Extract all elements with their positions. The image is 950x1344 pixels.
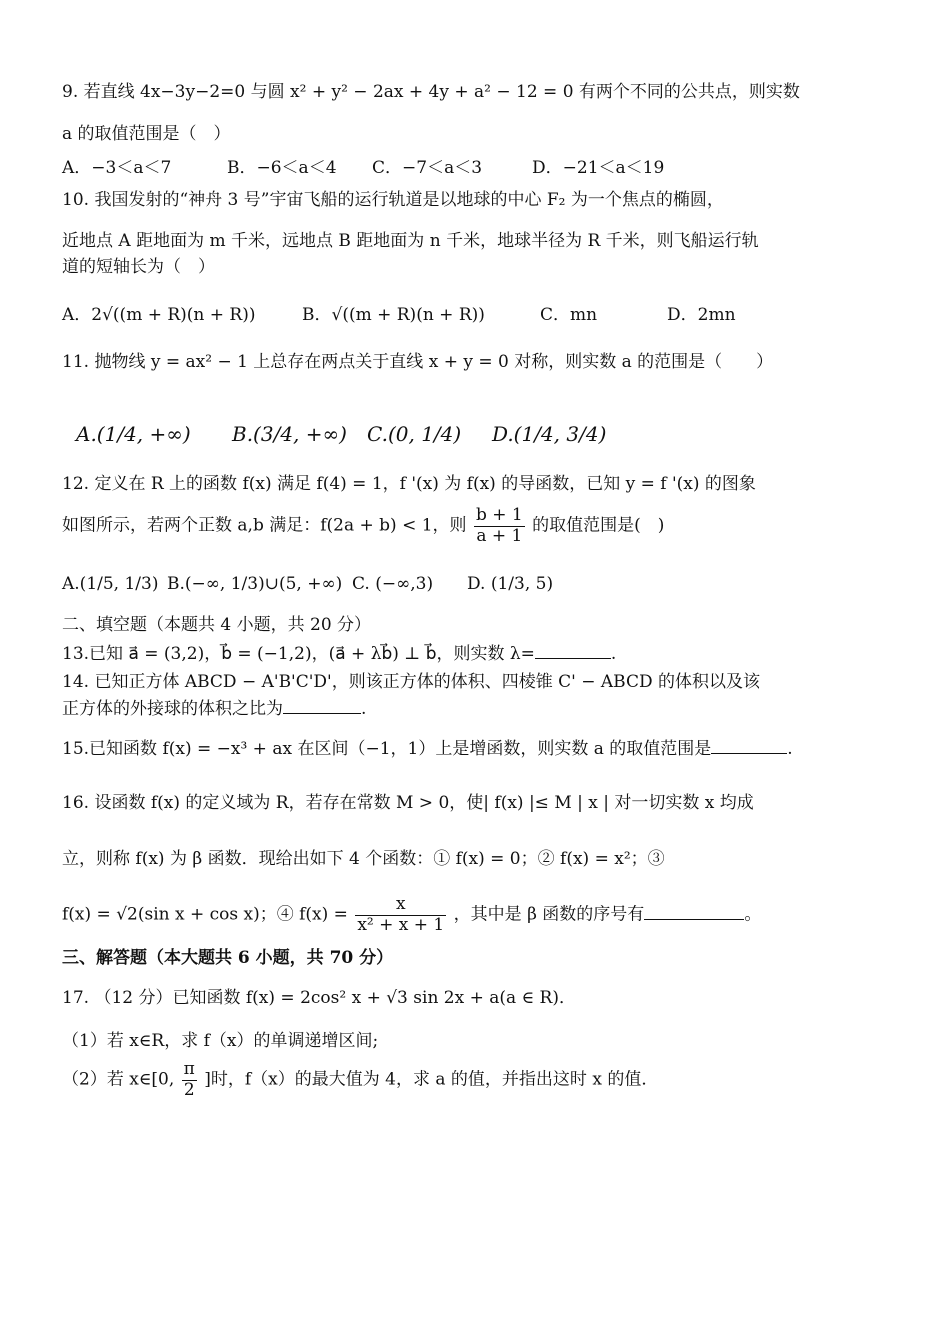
q17-fraction bbox=[182, 1060, 197, 1100]
q9-stem: 9. 若直线 4x−3y−2=0 与圆 x² + y² − 2ax + 4y + a² − 12 = 0 有两个不同的公共点，则实数 bbox=[62, 82, 800, 102]
q12-stem-2-text: 如图所示，若两个正数 a,b 满足：f(2a + b) < 1，则 bbox=[62, 515, 467, 536]
q11-stem: 11. 抛物线 y = ax² − 1 上总存在两点关于直线 x + y = 0 对称，则实数 a 的范围是（ ） bbox=[62, 352, 774, 372]
q9-option-c: C．−7＜a＜3 bbox=[372, 158, 483, 178]
q9-option-d: D．−21＜a＜19 bbox=[532, 158, 665, 178]
q10-stem-2: 近地点 A 距地面为 m 千米，远地点 B 距地面为 n 千米，地球半径为 R 千米，则飞船运行轨 bbox=[62, 231, 759, 251]
q16-stem-3-mid: ，其中是 β 函数的序号有 bbox=[453, 904, 645, 925]
q16-stem-3-text: f(x) = √2(sin x + cos x)；④ f(x) = bbox=[62, 904, 348, 925]
q16-fraction-num: x bbox=[355, 895, 446, 916]
q12-stem-2-end: 的取值范围是( ) bbox=[532, 515, 665, 536]
q16-stem-1: 16. 设函数 f(x) 的定义域为 R，若存在常数 M > 0，使| f(x) |≤ M | x | 对一切实数 x 均成 bbox=[62, 793, 754, 813]
q10-stem-3: 道的短轴长为（ ） bbox=[62, 257, 215, 277]
q14-stem-2-text: 正方体的外接球的体积之比为 bbox=[62, 699, 283, 719]
q12-option-c: C. (−∞,3) bbox=[352, 574, 434, 594]
q12-fraction-den: a + 1 bbox=[476, 525, 523, 546]
q12-stem-2 bbox=[62, 506, 664, 546]
q16-answer-blank bbox=[644, 919, 744, 920]
q17-fraction-den: 2 bbox=[183, 1079, 195, 1100]
q12-option-a: A.(1/5, 1/3) bbox=[62, 574, 159, 594]
q16-stem-3-end: 。 bbox=[744, 904, 762, 925]
q11-option-b: B.(3/4, +∞) bbox=[232, 422, 347, 446]
q9-stem-cont: a 的取值范围是（ ） bbox=[62, 124, 231, 144]
q12-fraction bbox=[474, 506, 525, 546]
section-3-heading: 三、解答题（本大题共 6 小题，共 70 分） bbox=[62, 948, 394, 968]
q17-part-2-text: （2）若 x∈[0, bbox=[62, 1069, 175, 1090]
q17-part-2-end: ]时，f（x）的最大值为 4，求 a 的值，并指出这时 x 的值． bbox=[204, 1069, 659, 1090]
q13-answer-blank bbox=[535, 658, 611, 659]
q15-text: 15.已知函数 f(x) = −x³ + ax 在区间（−1，1）上是增函数，则实数 a 的取值范围是 bbox=[62, 739, 712, 759]
q14-answer-blank bbox=[283, 713, 361, 714]
q12-option-d: D. (1/3, 5) bbox=[467, 574, 554, 594]
q10-option-c: C．mn bbox=[540, 305, 598, 325]
q13: 13.已知 a⃗ = (3,2)，b⃗ = (−1,2)，(a⃗ + λb⃗) ⊥ b⃗，则实数 λ= . bbox=[62, 644, 617, 664]
q15-answer-blank bbox=[711, 753, 787, 754]
q16-stem-3 bbox=[62, 895, 761, 935]
q9-option-a: A．−3＜a＜7 bbox=[62, 158, 172, 178]
q14-stem-2: 正方体的外接球的体积之比为 . bbox=[62, 699, 367, 719]
q11-option-a: A.(1/4, +∞) bbox=[76, 422, 191, 446]
q10-option-a: A．2√((m + R)(n + R)) bbox=[62, 305, 256, 325]
q10-option-d: D．2mn bbox=[667, 305, 736, 325]
q15: 15.已知函数 f(x) = −x³ + ax 在区间（−1，1）上是增函数，则实数 a 的取值范围是 . bbox=[62, 739, 793, 759]
q16-fraction-den: x² + x + 1 bbox=[357, 914, 445, 935]
q13-text: 13.已知 a⃗ = (3,2)，b⃗ = (−1,2)，(a⃗ + λb⃗) ⊥ b⃗，则实数 λ= bbox=[62, 644, 535, 664]
q16-fraction bbox=[355, 895, 446, 935]
q9-option-b: B．−6＜a＜4 bbox=[227, 158, 337, 178]
q14-stem-1: 14. 已知正方体 ABCD − A'B'C'D'，则该正方体的体积、四棱锥 C' − ABCD 的体积以及该 bbox=[62, 672, 760, 692]
q11-option-d: D.(1/4, 3/4) bbox=[492, 422, 607, 446]
section-2-heading: 二、填空题（本题共 4 小题，共 20 分） bbox=[62, 615, 372, 635]
q12-stem-1: 12. 定义在 R 上的函数 f(x) 满足 f(4) = 1，f '(x) 为 f(x) 的导函数，已知 y = f '(x) 的图象 bbox=[62, 474, 756, 494]
q10-option-b: B．√((m + R)(n + R)) bbox=[302, 305, 485, 325]
q12-fraction-num: b + 1 bbox=[475, 505, 523, 525]
q10-stem-1: 10. 我国发射的“神舟 3 号”宇宙飞船的运行轨道是以地球的中心 F₂ 为一个焦点的椭圆， bbox=[62, 190, 724, 210]
q17-part-2 bbox=[62, 1060, 658, 1100]
q12-option-b: B.(−∞, 1/3)∪(5, +∞) bbox=[167, 574, 343, 594]
q17-fraction-num: π bbox=[183, 1059, 195, 1079]
q11-option-c: C.(0, 1/4) bbox=[367, 422, 462, 446]
q17-stem: 17. （12 分）已知函数 f(x) = 2cos² x + √3 sin 2x + a(a ∈ R)． bbox=[62, 988, 576, 1008]
q17-part-1: （1）若 x∈R，求 f（x）的单调递增区间; bbox=[62, 1031, 379, 1051]
q16-stem-2: 立，则称 f(x) 为 β 函数．现给出如下 4 个函数：① f(x) = 0；② f(x) = x²；③ bbox=[62, 849, 665, 869]
